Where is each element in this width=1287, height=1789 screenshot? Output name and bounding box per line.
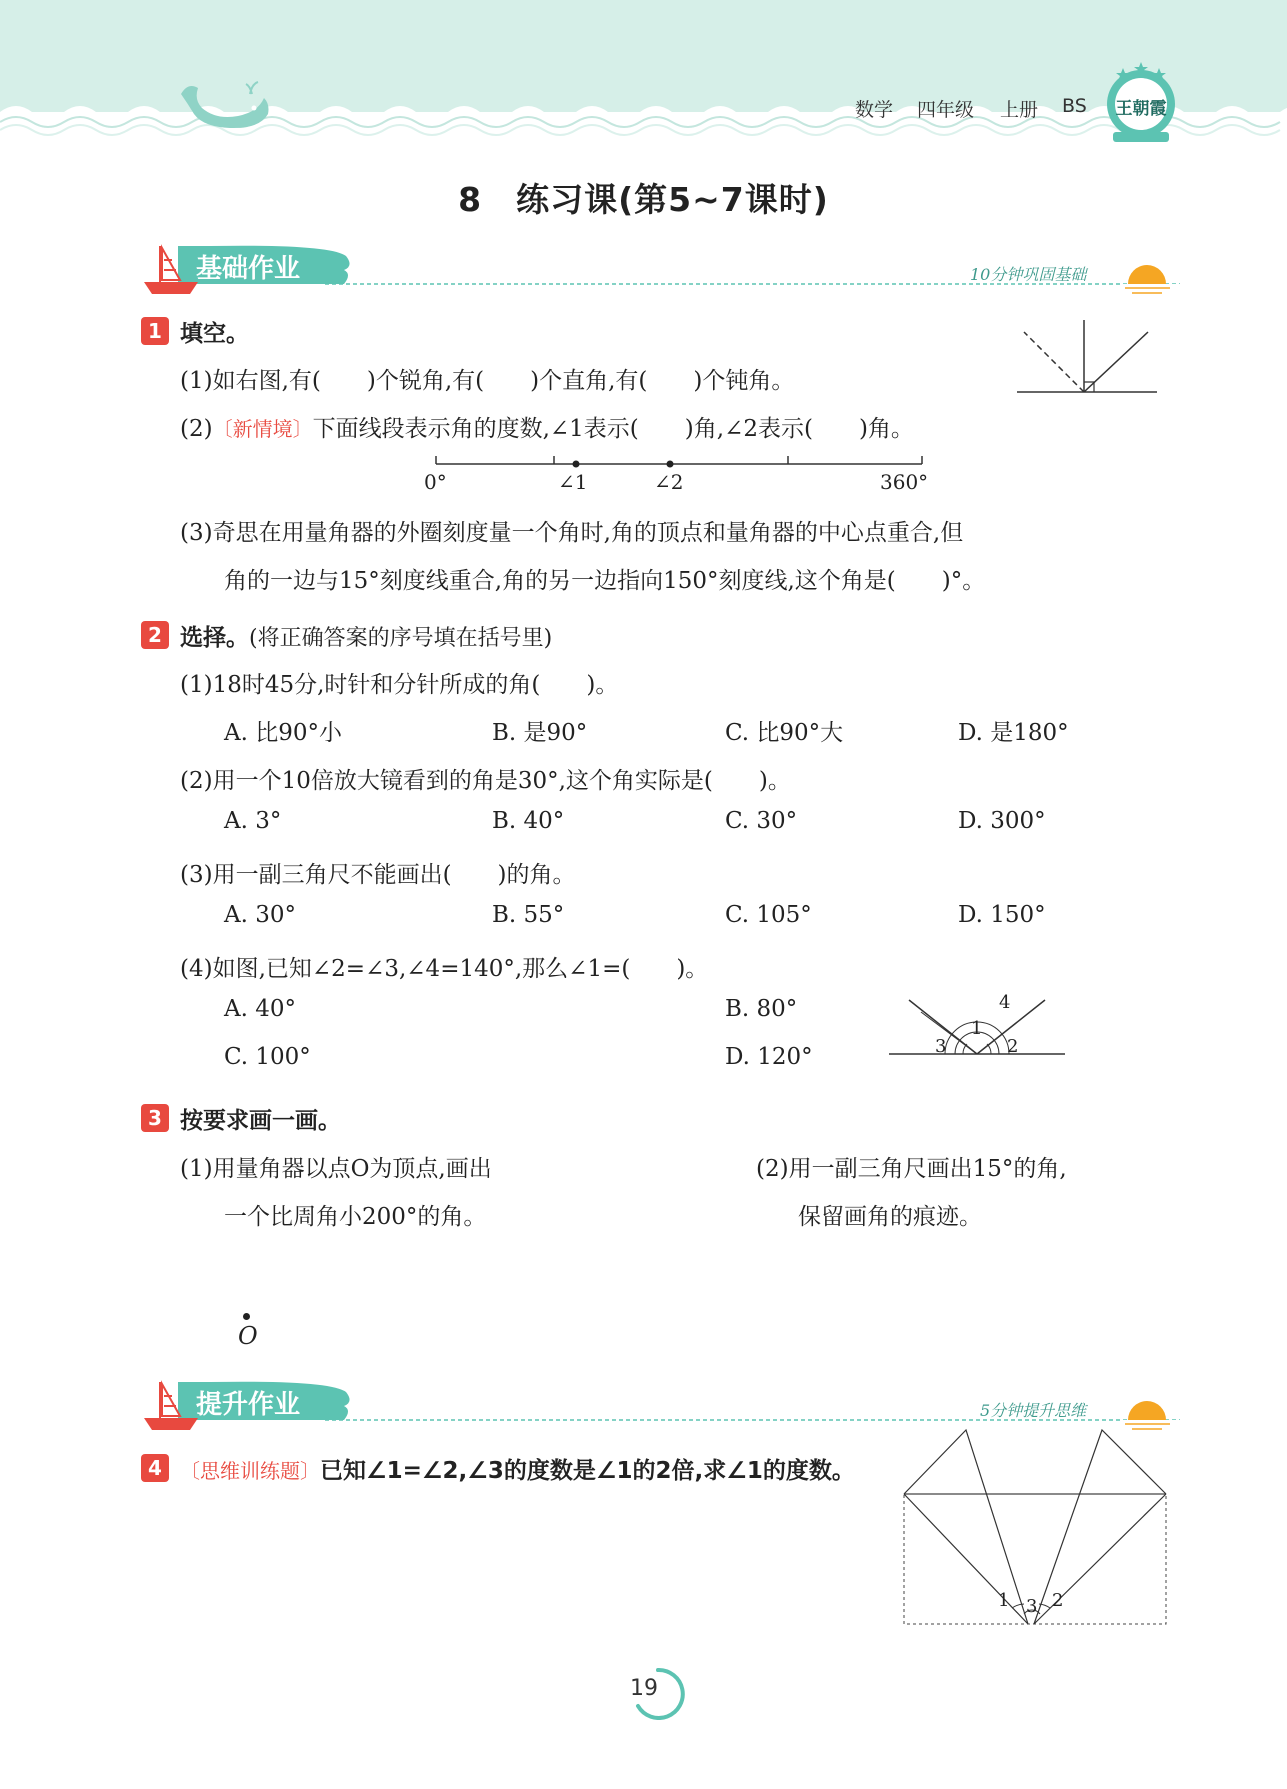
numberline-start: 0° — [424, 470, 447, 494]
question-2-number: 2 — [141, 621, 169, 649]
section-basic-label: 基础作业 — [196, 254, 301, 284]
q2-sub4-option-b: B. 80° — [725, 996, 798, 1022]
page-title: 8 练习课(第5~7课时) — [458, 180, 829, 219]
q2-fig-label-4: 4 — [999, 992, 1011, 1013]
q2-sub3-option-b: B. 55° — [492, 902, 565, 928]
section-advanced-label: 提升作业 — [196, 1390, 301, 1420]
q3-point-o — [243, 1313, 250, 1320]
section-basic-note: 10分钟巩固基础 — [970, 265, 1087, 284]
q3-right-line2: 保留画角的痕迹。 — [798, 1204, 982, 1230]
numberline-end: 360° — [880, 470, 929, 494]
q4-figure — [896, 1424, 1172, 1634]
q3-left-line2: 一个比周角小200°的角。 — [224, 1204, 487, 1230]
section-advanced-note: 5分钟提升思维 — [980, 1401, 1087, 1420]
numberline-angle1: ∠1 — [558, 470, 588, 494]
question-2-title — [180, 619, 552, 652]
question-4-number: 4 — [141, 1454, 169, 1482]
header-volume: 上册 — [1000, 99, 1039, 121]
q2-sub1-option-a: A. 比90°小 — [224, 720, 342, 746]
header-subject: 数学 — [855, 99, 894, 121]
question-3-title: 按要求画一画。 — [180, 1108, 341, 1134]
q2-sub2-option-a: A. 3° — [224, 808, 282, 834]
q1-angle-figure — [1012, 318, 1162, 398]
q2-sub4-option-d: D. 120° — [725, 1044, 813, 1070]
q2-sub2-option-b: B. 40° — [492, 808, 565, 834]
q2-fig-label-2: 2 — [1007, 1036, 1019, 1057]
header-grade: 四年级 — [917, 99, 975, 121]
q2-sub3-option-d: D. 150° — [958, 902, 1046, 928]
q2-sub2-option-c: C. 30° — [725, 808, 798, 834]
question-2-title-main: 选择。 — [180, 625, 249, 651]
question-1-number: 1 — [141, 317, 169, 345]
q4-fig-label-2: 2 — [1052, 1590, 1064, 1611]
q1-part2-tag: 〔新情境〕 — [212, 417, 313, 441]
whale-icon — [176, 74, 276, 132]
q4-statement: 已知∠1=∠2,∠3的度数是∠1的2倍,求∠1的度数。 — [320, 1458, 855, 1484]
q2-sub1-option-c: C. 比90°大 — [725, 720, 844, 746]
q2-sub1-option-b: B. 是90° — [492, 720, 588, 746]
q2-sub4-question: (4)如图,已知∠2=∠3,∠4=140°,那么∠1=( )。 — [180, 956, 709, 982]
page-number: 19 — [630, 1676, 658, 1701]
question-3-number: 3 — [141, 1104, 169, 1132]
q2-sub2-question: (2)用一个10倍放大镜看到的角是30°,这个角实际是( )。 — [180, 768, 791, 794]
question-4-text — [180, 1452, 855, 1485]
q1-part2-prefix: (2) — [180, 416, 213, 442]
q2-angle-figure — [885, 990, 1070, 1060]
q2-fig-label-1: 1 — [971, 1018, 983, 1039]
header-edition: BS — [1062, 95, 1087, 117]
q1-part1: (1)如右图,有( )个锐角,有( )个直角,有( )个钝角。 — [180, 368, 795, 394]
q2-sub1-option-d: D. 是180° — [958, 720, 1069, 746]
q3-left-line1: (1)用量角器以点O为顶点,画出 — [180, 1156, 492, 1182]
q4-tag: 〔思维训练题〕 — [180, 1459, 320, 1483]
q1-part2 — [180, 410, 914, 443]
q4-fig-label-3: 3 — [1026, 1596, 1038, 1617]
q4-fig-label-1: 1 — [998, 1590, 1010, 1611]
q2-sub2-option-d: D. 300° — [958, 808, 1046, 834]
q2-sub3-option-a: A. 30° — [224, 902, 296, 928]
question-2-title-note: (将正确答案的序号填在括号里) — [249, 626, 553, 651]
q3-right-line1: (2)用一副三角尺画出15°的角, — [756, 1156, 1067, 1182]
question-1-title: 填空。 — [180, 321, 249, 347]
q2-sub3-option-c: C. 105° — [725, 902, 812, 928]
q1-part2-text: 下面线段表示角的度数,∠1表示( )角,∠2表示( )角。 — [312, 416, 914, 442]
brand-logo — [1103, 60, 1179, 144]
numberline-angle2: ∠2 — [654, 470, 684, 494]
section-basic-banner — [140, 240, 1180, 300]
brand-name: 王朝霞 — [1115, 99, 1167, 119]
q1-part3-line1: (3)奇思在用量角器的外圈刻度量一个角时,角的顶点和量角器的中心点重合,但 — [180, 520, 964, 546]
q2-sub1-question: (1)18时45分,时针和分针所成的角( )。 — [180, 672, 619, 698]
q2-sub4-option-a: A. 40° — [224, 996, 296, 1022]
q2-fig-label-3: 3 — [935, 1036, 947, 1057]
q3-point-o-label: O — [238, 1322, 258, 1350]
q2-sub3-question: (3)用一副三角尺不能画出( )的角。 — [180, 862, 576, 888]
q2-sub4-option-c: C. 100° — [224, 1044, 311, 1070]
q1-part3-line2: 角的一边与15°刻度线重合,角的另一边指向150°刻度线,这个角是( )°。 — [224, 568, 986, 594]
